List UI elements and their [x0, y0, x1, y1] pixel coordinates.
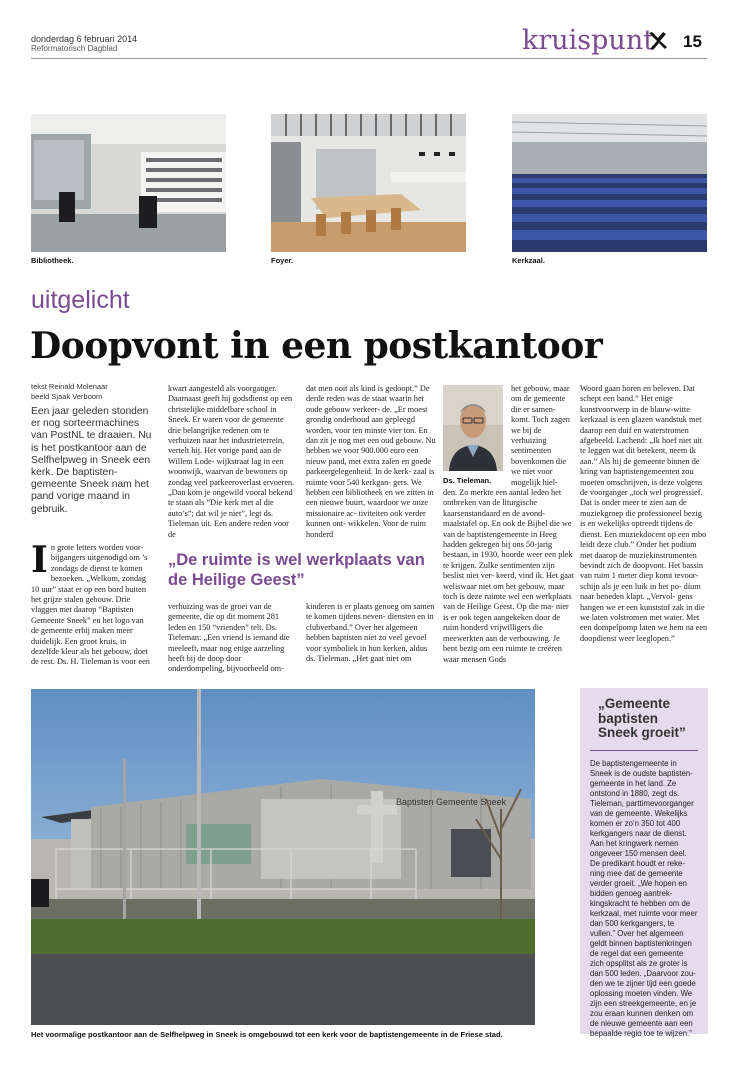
main-photo-caption: Het voormalige postkantoor aan de Selfhelpweg in Sneek is omgebouwd tot een kerk voor de baptistengemeente in de Friese stad.	[31, 1030, 503, 1039]
church-hall-photo	[512, 114, 707, 252]
sidebar-title: „Gemeente baptisten Sneek groeit”	[598, 696, 686, 740]
byline	[31, 382, 108, 401]
sidebar-box	[580, 688, 708, 1038]
header-divider	[31, 58, 707, 59]
portrait-photo-tieleman	[443, 385, 503, 471]
foyer-photo	[271, 114, 466, 252]
cross-logo-icon	[646, 30, 668, 52]
body-column-5: Woord gaan horen en beleven. Dat schept een band.” Het enige kunstvoorwerp in de blauw-witte kerkzaal is een glazen wandstuk met daarop een duif en waterstromen afgebeeld. Lachend: „Ik hoef niet uit te leggen wat dit betekent, neem ik aan.” Als hij de gemeente binnen de kring van baptistengemeenten zou moeten omschrijven, is deze volgens de voorganger „toch wel progressief. Dat is onder meer te zien aan de muziekgroep die professioneel bezig is en wekelijks optreedt tijdens de dienst. Een muziekdocent op een mbo leidt deze club.” Onder het podium met daarop de muziekinstrumenten bevindt zich de doopvont. Het bassin van ruim 1 meter diep komt tevoor- schijn als je een luik in het po- dium naar beneden klapt. „Vervol- gens hangen we er een kunststof zak in die we laten volstromen met water. Met een dompelpomp laten we hem na een doopdienst weer leeglopen.”	[580, 384, 708, 643]
article-headline: Doopvont in een postkantoor	[30, 325, 603, 367]
dropcap: I	[31, 539, 48, 581]
photo-caption-foyer: Foyer.	[271, 256, 294, 265]
building-photo	[31, 689, 535, 1025]
photo-caption-church-hall: Kerkzaal.	[512, 256, 545, 265]
sidebar-divider	[590, 750, 698, 751]
body-column-4-narrow: het gebouw, maar om de gemeente die er samen- komt. Toch zagen we bij de verhuizing sentimenten bovenkomen die we niet voor mogelijk hiel-	[511, 384, 570, 487]
publication-date: donderdag 6 februari 2014	[31, 34, 138, 44]
body-column-2-top: kwart aangesteld als voorganger. Daarnaast geeft hij godsdienst op een christelijke middelbare school in Sneek. Er waren voor de gemeente drie belangrijke redenen om te verhuizen naar het industrieterrein, vertelt hij. Het vorige pand aan de Willem Lode- wijkstraat lag in een woonwijk, waarvan de bewoners op zondag veel parkeeroverlast ervoeren. „Dan kom je ongewild vooral bekend te staan als “Die kerk met al die auto’s”; dat wil je niet”, legt ds. Tieleman uit. Een andere reden voor de	[168, 384, 295, 539]
building-sign-text: Baptisten Gemeente Sneek	[396, 797, 507, 807]
body-column-1	[31, 539, 153, 673]
body-column-3-bottom: kinderen is er plaats genoeg om samen te komen tijdens neven- diensten en in clubverband.” Over het algemeen hebben baptisten niet zo veel gevoel voor symboliek in hun kerken, aldus ds. Tieleman. „Het gaat niet om	[306, 602, 435, 664]
article-kicker: uitgelicht	[31, 286, 130, 314]
portrait-caption: Ds. Tieleman.	[443, 476, 492, 485]
byline-text: tekst Reinald Molenaar	[31, 382, 108, 391]
page-number: 15	[683, 32, 702, 51]
section-title: kruispunt	[522, 25, 655, 56]
photo-caption-library: Bibliotheek.	[31, 256, 74, 265]
body-column-1-text: n grote letters worden voor- bijgangers uitgenodigd om ’s zondags de dienst te komen bezoeken. „Welkom, zondag 10 uur” staat er op een bord buiten het grijze stalen gebouw. Drie vlaggen met daarop “Baptisten Gemeente Sneek” en het logo van de gemeente erbij maken meer duidelijk. Een groot kruis, in dezelfde kleur als het gebouw, doet de rest. Ds. H. Tieleman is voor een	[31, 543, 150, 667]
newspaper-name: Reformatorisch Dagblad	[31, 44, 118, 53]
article-intro: Een jaar geleden stonden er nog sorteermachines van PostNL te draaien. Nu is het postkantoor aan de Selfhelpweg in Sneek een kerk. De baptisten- gemeente Sneek nam het pand vorige maand in gebruik.	[31, 406, 152, 515]
body-column-2-bottom: verhuizing was de groei van de gemeente, die op dit moment 281 leden en 150 “vrienden” telt. Ds. Tieleman: „Een vriend is iemand die meeleeft, maar nog enige aarzeling heeft bij de doop door onderdompeling, bijvoorbeeld om-	[168, 602, 290, 674]
pull-quote: „De ruimte is wel werkplaats van de Heilige Geest”	[168, 551, 425, 589]
body-column-3-top: dat men ooit als kind is gedoopt.” De derde reden was de staat waarin het oude gebouw verkeer- de. „Er moest grondig onderhoud aan gepleegd worden, voor ten minste vier ton. En dan zit je nog met een oud gebouw. Nu hebben we voor 900.000 euro een nieuw pand, met extra zalen en goede parkeergelegenheid. In de kerk- zaal is ruimte voor 540 kerkgan- gers. We hebben een bibliotheek en we zitten in een nieuwe buurt, waardoor we onze missionaire ac- tiviteiten ook verder kunnen ont- wikkelen. Voor de ruim honderd	[306, 384, 436, 539]
body-column-4-wide: den. Zo merkte een aantal leden het ontbreken van de liturgische kaarsenstandaard en de avond- maalstafel op. En ook de Bijbel die we van de baptistengemeente in Heeg hadden gekregen bij ons 50-jarig bestaan, in 1930, hoorde weer een plek te krijgen. Zulke sentimenten zijn beslist niet ver- keerd, vind ik. Het gaat weliswaar niet om het gebouw, maar toch is deze ruimte wel een werkplaats van de Heilige Geest. Op die ma- nier is er ook tegen aangekeken door de ruim honderd vrijwilligers die meewerkten aan de verbouwing. Je bent bezig om een ruimte te creëren waar mensen Gods	[443, 488, 574, 664]
byline-photo: beeld Sjaak Verboom	[31, 391, 103, 401]
sidebar-body: De baptistengemeente in Sneek is de oudste baptisten- gemeente in het land. Ze ontstond in 1880, zegt ds. Tieleman, parttimevoorganger van de gemeente. Wekelijks komen er zo’n 350 tot 400 kerkgangers naar de dienst. Aan het kringwerk nemen ongeveer 150 mensen deel. De predikant houdt er reke- ning mee dat de gemeente verder groeit. „We hopen en bidden genoeg aantrek- kingskracht te hebben om de kerkzaal, met ruimte voor meer dan 500 kerkgangers, te vullen.” Over het algemeen geldt binnen baptistenkringen de regel dat een gemeente zich opsplitst als ze groter is dan 500 leden. „Daarvoor zou- den we te zijner tijd een goede oplossing moeten vinden. We zijn een streekgemeente, en je zou eraan kunnen denken om de nieuwe gemeente aan een bepaalde regio toe te wijzen.”	[590, 758, 698, 1038]
library-photo	[31, 114, 226, 252]
